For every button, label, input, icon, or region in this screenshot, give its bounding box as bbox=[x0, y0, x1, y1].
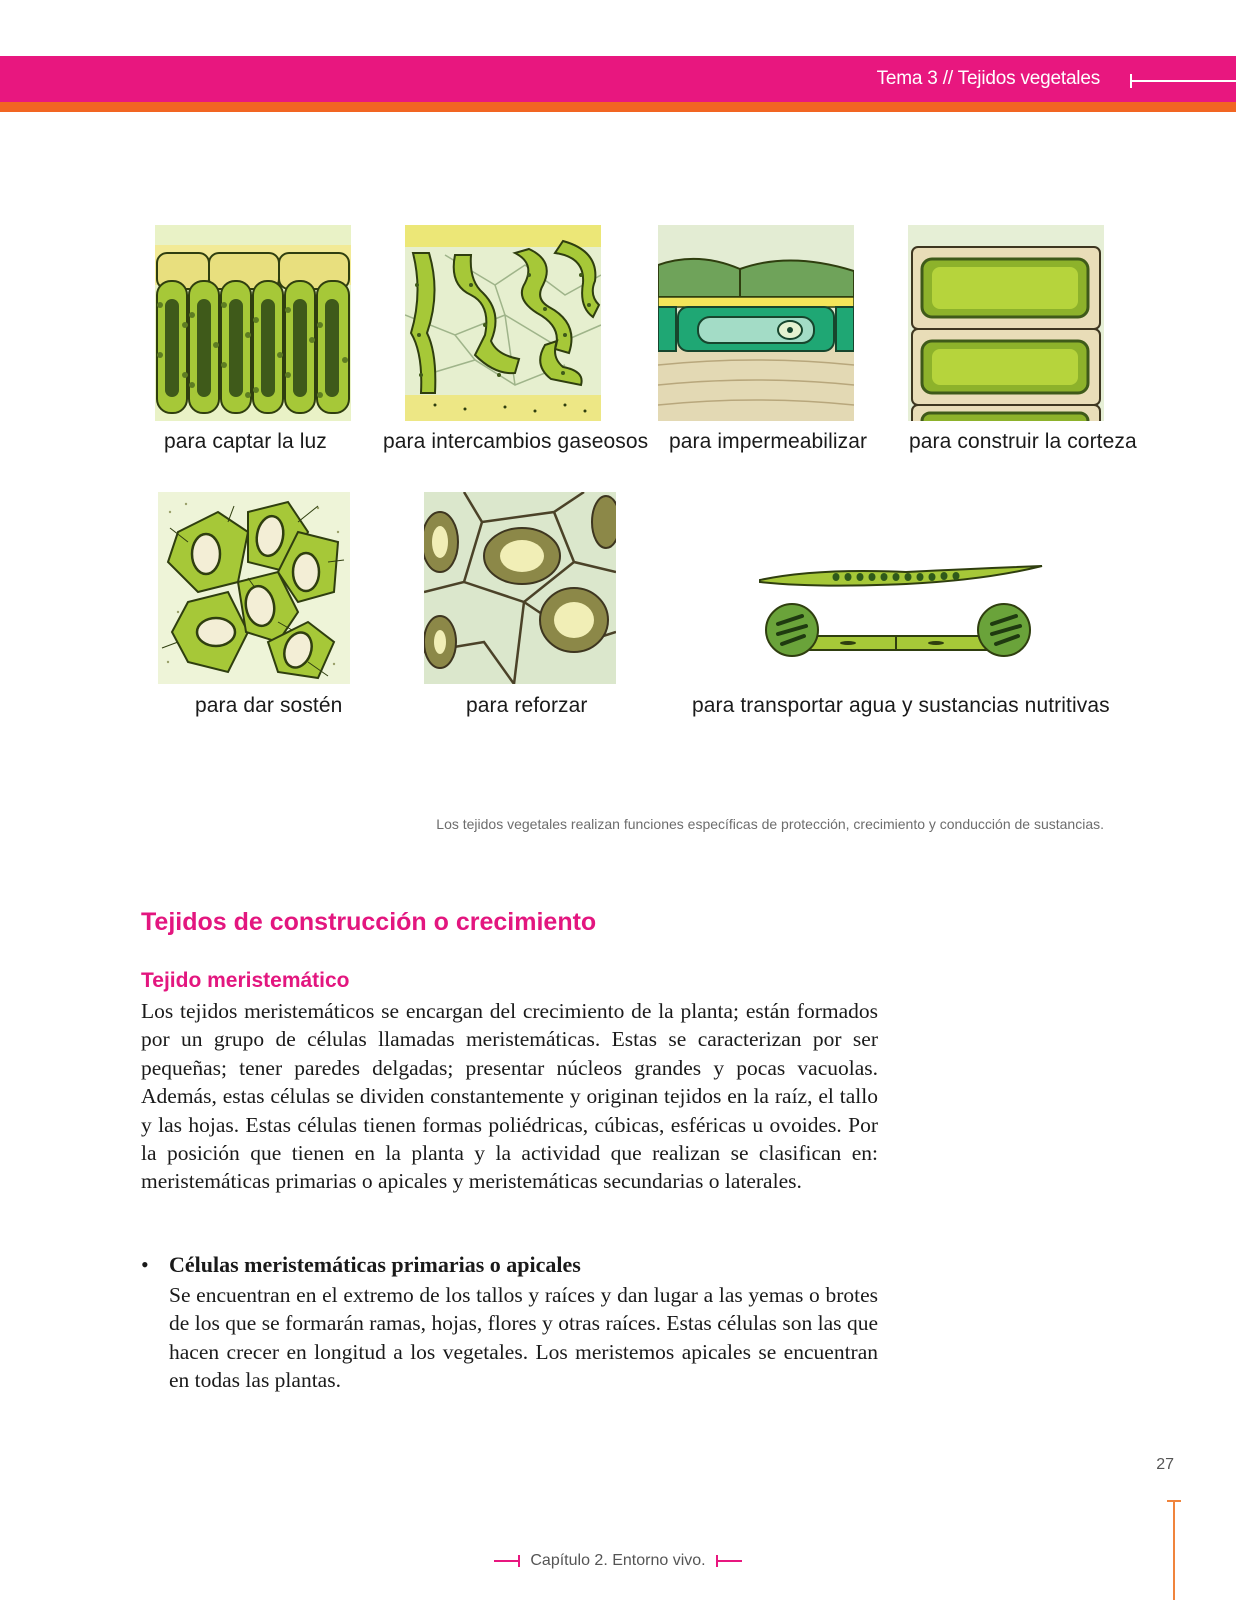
caption-transportar: para transportar agua y sustancias nutritivas bbox=[692, 694, 1110, 717]
header-rule-cap bbox=[1130, 74, 1132, 88]
support-tissue-illustration bbox=[158, 492, 350, 684]
footer-chapter-title: Entorno vivo. bbox=[612, 1552, 706, 1569]
vascular-tissue-illustration bbox=[756, 562, 1046, 682]
cork-tissue-illustration bbox=[908, 225, 1104, 421]
caption-impermeabilizar: para impermeabilizar bbox=[669, 430, 868, 453]
right-rule bbox=[1173, 1500, 1175, 1600]
header-accent-stripe bbox=[0, 102, 1236, 112]
page-number: 27 bbox=[1156, 1456, 1174, 1473]
bullet-title: Células meristemáticas primarias o apicales bbox=[169, 1252, 581, 1277]
caption-dar-sosten: para dar sostén bbox=[195, 694, 343, 717]
caption-captar-luz: para captar la luz bbox=[164, 430, 327, 453]
footer-chapter: Capítulo 2. bbox=[530, 1552, 608, 1569]
epidermis-tissue-illustration bbox=[658, 225, 854, 421]
header-rule bbox=[1130, 80, 1236, 82]
footer-right-dash bbox=[716, 1560, 742, 1562]
spongy-tissue-illustration bbox=[405, 225, 601, 421]
bullet-marker: • bbox=[141, 1252, 149, 1277]
footer-left-dash bbox=[494, 1560, 520, 1562]
footer bbox=[0, 1552, 1236, 1570]
figure-caption-note: Los tejidos vegetales realizan funciones específicas de protección, crecimiento y conducción de sustancias. bbox=[436, 816, 1104, 832]
section-title: Tejidos de construcción o crecimiento bbox=[141, 908, 597, 936]
palisade-tissue-illustration bbox=[155, 225, 351, 421]
header-title: Tema 3 // Tejidos vegetales bbox=[876, 68, 1100, 89]
caption-intercambios-gaseosos: para intercambios gaseosos bbox=[383, 430, 649, 453]
reinforcing-tissue-illustration bbox=[424, 492, 616, 684]
body-paragraph: Los tejidos meristemáticos se encargan del crecimiento de la planta; están formados por un grupo de células llamadas meristemáticas. Estas se caracterizan por ser pequeñas; tener paredes delgadas; presentar núcleos grandes y pocas vacuolas. Además, estas células se dividen constantemente y originan tejidos en la raíz, el tallo y las hojas. Estas células tienen formas poliédricas, cúbicas, esféricas u ovoides. Por la posición que tienen en la planta y la actividad que realizan se clasifican en: meristemáticas primarias o apicales y meristemáticas secundarias o laterales. bbox=[141, 999, 878, 1194]
caption-construir-corteza: para construir la corteza bbox=[909, 430, 1137, 453]
bullet-paragraph: Se encuentran en el extremo de los tallos y raíces y dan lugar a las yemas o brotes de los que se formarán ramas, hojas, flores y otras raíces. Estas células son las que hacen crecer en longitud a los vegetales. Los meristemos apicales se encuentran en todas las plantas. bbox=[169, 1283, 878, 1393]
caption-reforzar: para reforzar bbox=[466, 694, 588, 717]
subsection-title: Tejido meristemático bbox=[141, 969, 350, 992]
